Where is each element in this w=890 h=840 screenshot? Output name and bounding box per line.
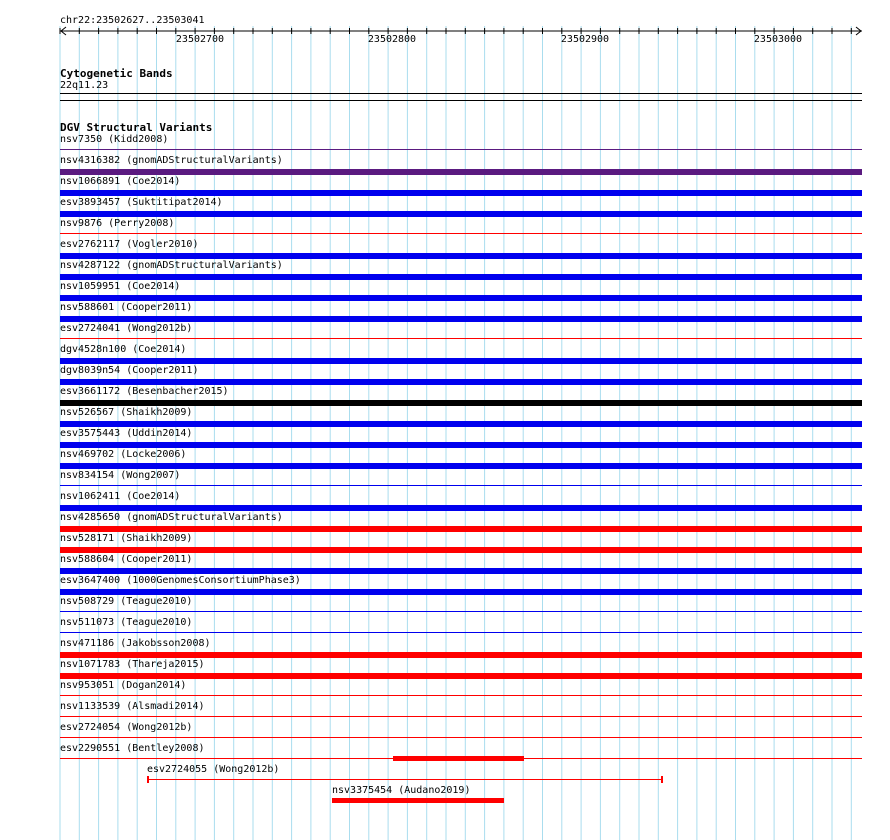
dgv-variant-bar[interactable]	[60, 442, 862, 448]
dgv-variant-label[interactable]: nsv508729 (Teague2010)	[60, 596, 193, 607]
dgv-variant-bar[interactable]	[60, 547, 862, 553]
dgv-variant-bar[interactable]	[60, 295, 862, 301]
dgv-variant-bar[interactable]	[393, 756, 524, 761]
dgv-variant-label[interactable]: nsv9876 (Perry2008)	[60, 218, 175, 229]
dgv-variant-label[interactable]: nsv526567 (Shaikh2009)	[60, 407, 193, 418]
dgv-variant-label[interactable]: esv2290551 (Bentley2008)	[60, 743, 205, 754]
ruler-range-label: chr22:23502627..23503041	[60, 15, 205, 26]
dgv-variant-label[interactable]: nsv471186 (Jakobsson2008)	[60, 638, 211, 649]
dgv-variant-label[interactable]: nsv588601 (Cooper2011)	[60, 302, 193, 313]
dgv-variant-label[interactable]: nsv4285650 (gnomADStructuralVariants)	[60, 512, 283, 523]
ruler-tick-label: 23502700	[175, 34, 225, 45]
dgv-variant-bar[interactable]	[60, 526, 862, 532]
cytoband-track-title: Cytogenetic Bands	[60, 67, 173, 80]
ruler-tick-label: 23503000	[753, 34, 803, 45]
dgv-variant-label[interactable]: nsv528171 (Shaikh2009)	[60, 533, 193, 544]
cytoband-label: 22q11.23	[60, 80, 109, 91]
dgv-variant-label[interactable]: esv2724054 (Wong2012b)	[60, 722, 193, 733]
dgv-variant-label[interactable]: nsv834154 (Wong2007)	[60, 470, 181, 481]
dgv-variant-bar[interactable]	[60, 716, 862, 717]
dgv-variant-bar[interactable]	[60, 233, 862, 234]
ruler-tick-label: 23502800	[367, 34, 417, 45]
dgv-variant-bar[interactable]	[60, 400, 862, 406]
dgv-variant-bar[interactable]	[60, 737, 862, 738]
dgv-variant-label[interactable]: esv3661172 (Besenbacher2015)	[60, 386, 229, 397]
dgv-variant-label[interactable]: nsv3375454 (Audano2019)	[332, 785, 471, 796]
dgv-interval-cap	[147, 776, 149, 783]
dgv-variant-label[interactable]: dgv8039n54 (Cooper2011)	[60, 365, 199, 376]
dgv-variant-bar[interactable]	[60, 379, 862, 385]
dgv-variant-label[interactable]: nsv511073 (Teague2010)	[60, 617, 193, 628]
dgv-variant-label[interactable]: nsv1059951 (Coe2014)	[60, 281, 181, 292]
dgv-variant-bar[interactable]	[60, 274, 862, 280]
dgv-variant-bar[interactable]	[60, 463, 862, 469]
dgv-variant-interval[interactable]	[147, 779, 662, 780]
dgv-variant-label[interactable]: esv2724041 (Wong2012b)	[60, 323, 193, 334]
dgv-variant-label[interactable]: nsv1071783 (Thareja2015)	[60, 659, 205, 670]
dgv-variant-bar[interactable]	[60, 421, 862, 427]
dgv-variant-label[interactable]: nsv7350 (Kidd2008)	[60, 134, 169, 145]
dgv-variant-label[interactable]: nsv1062411 (Coe2014)	[60, 491, 181, 502]
dgv-variant-label[interactable]: dgv4528n100 (Coe2014)	[60, 344, 187, 355]
dgv-variant-bar[interactable]	[60, 316, 862, 322]
dgv-variant-bar[interactable]	[60, 632, 862, 633]
dgv-variant-bar[interactable]	[60, 505, 862, 511]
dgv-variant-label[interactable]: nsv953051 (Dogan2014)	[60, 680, 187, 691]
dgv-variant-label[interactable]: nsv4287122 (gnomADStructuralVariants)	[60, 260, 283, 271]
dgv-variant-bar[interactable]	[60, 673, 862, 679]
dgv-variant-label[interactable]: nsv1133539 (Alsmadi2014)	[60, 701, 205, 712]
cytoband-bar-edge	[60, 100, 862, 101]
dgv-variant-bar[interactable]	[60, 652, 862, 658]
dgv-variant-bar[interactable]	[60, 589, 862, 595]
dgv-variant-label[interactable]: esv2724055 (Wong2012b)	[147, 764, 280, 775]
dgv-variant-bar[interactable]	[60, 169, 862, 175]
cytoband-bar[interactable]	[60, 93, 862, 94]
dgv-variant-bar[interactable]	[60, 485, 862, 486]
dgv-track-title: DGV Structural Variants	[60, 121, 213, 134]
dgv-variant-bar[interactable]	[60, 149, 862, 150]
dgv-variant-label[interactable]: esv3893457 (Suktitipat2014)	[60, 197, 223, 208]
dgv-variant-label[interactable]: esv2762117 (Vogler2010)	[60, 239, 199, 250]
dgv-variant-label[interactable]: nsv588604 (Cooper2011)	[60, 554, 193, 565]
dgv-variant-label[interactable]: nsv1066891 (Coe2014)	[60, 176, 181, 187]
dgv-variant-bar[interactable]	[60, 253, 862, 259]
dgv-variant-bar[interactable]	[60, 190, 862, 196]
ruler-tick-label: 23502900	[560, 34, 610, 45]
dgv-variant-label[interactable]: esv3575443 (Uddin2014)	[60, 428, 193, 439]
dgv-variant-label[interactable]: nsv469702 (Locke2006)	[60, 449, 187, 460]
dgv-variant-bar[interactable]	[60, 358, 862, 364]
dgv-variant-bar[interactable]	[60, 338, 862, 339]
dgv-variant-bar[interactable]	[60, 611, 862, 612]
dgv-variant-bar[interactable]	[332, 798, 504, 803]
dgv-variant-bar[interactable]	[60, 695, 862, 696]
dgv-variant-label[interactable]: esv3647400 (1000GenomesConsortiumPhase3)	[60, 575, 301, 586]
dgv-variant-bar[interactable]	[60, 211, 862, 217]
dgv-variant-bar[interactable]	[60, 568, 862, 574]
dgv-variant-label[interactable]: nsv4316382 (gnomADStructuralVariants)	[60, 155, 283, 166]
dgv-interval-cap	[661, 776, 663, 783]
